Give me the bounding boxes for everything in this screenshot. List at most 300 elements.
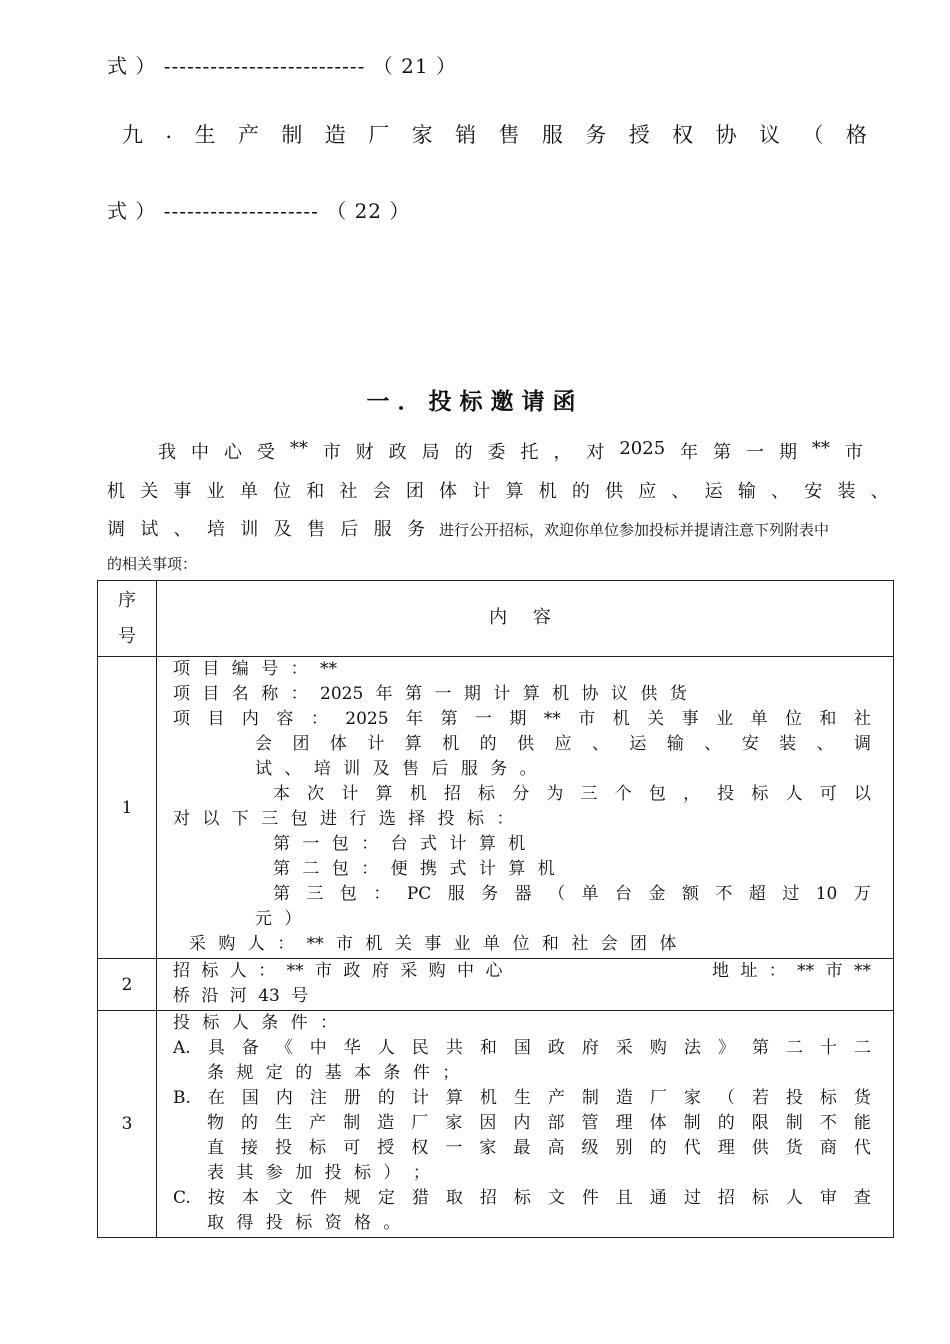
- row-content: [157, 657, 894, 959]
- word: 计: [341, 784, 359, 804]
- char: 单: [239, 481, 258, 502]
- char: 、: [771, 481, 790, 502]
- word: 十: [819, 1038, 837, 1058]
- word: 产: [309, 1113, 327, 1133]
- word: 管: [581, 1113, 599, 1133]
- word: 家: [445, 1113, 463, 1133]
- char: 九: [122, 123, 143, 147]
- char: 受: [256, 442, 275, 463]
- word: 具: [207, 1038, 225, 1058]
- word: 审: [819, 1188, 837, 1208]
- word: 装: [779, 734, 797, 754]
- word: 造: [615, 1088, 633, 1108]
- word: 分: [512, 784, 530, 804]
- cell-line: 表 其 参 加 投 标 ） ；: [207, 1163, 430, 1183]
- word: 包: [339, 884, 357, 904]
- word: 过: [782, 884, 800, 904]
- word: 府: [581, 1038, 599, 1058]
- char: 委: [487, 442, 506, 463]
- word: ，: [683, 784, 701, 804]
- word: 猎: [411, 1188, 429, 1208]
- char: 厂: [368, 123, 390, 147]
- char: 的: [454, 442, 473, 463]
- word: 可: [343, 1138, 361, 1158]
- word: 物: [207, 1113, 224, 1133]
- row-content: [157, 1011, 894, 1238]
- word: 《: [275, 1038, 293, 1058]
- word: 人: [785, 1188, 803, 1208]
- word: 三: [306, 884, 324, 904]
- intro-line-4: 的相关事项：: [107, 555, 198, 573]
- row-num: 3: [98, 1011, 157, 1238]
- word: 会: [255, 734, 272, 754]
- toc-line-continued-21: 式 ） -------------------------- （ 21 ）: [107, 54, 457, 78]
- word: 若: [751, 1088, 769, 1108]
- word: B.: [173, 1088, 191, 1108]
- word: 按: [207, 1188, 225, 1208]
- word: 输: [666, 734, 684, 754]
- word: 体: [329, 734, 347, 754]
- row-num: 2: [98, 959, 157, 1011]
- word: 招: [443, 784, 461, 804]
- table-row: [98, 959, 894, 1011]
- word: 投: [785, 1088, 803, 1108]
- word: 投: [717, 784, 735, 804]
- word: 造: [377, 1113, 395, 1133]
- char: 务: [406, 519, 425, 540]
- word: 供: [751, 1138, 769, 1158]
- word: 业: [716, 709, 734, 729]
- word: 可: [819, 784, 837, 804]
- cell-line-right: 地 址 ： ** 市 **: [711, 961, 871, 981]
- char: 机: [107, 481, 125, 502]
- word: 》: [717, 1038, 735, 1058]
- word: 、: [816, 734, 834, 754]
- char: 服: [373, 519, 392, 540]
- word: 产: [547, 1088, 565, 1108]
- word: 能: [853, 1113, 871, 1133]
- cell-line: 对 以 下 三 包 进 行 选 择 投 标 ：: [173, 809, 514, 829]
- word: 市: [578, 709, 596, 729]
- word: 算: [375, 784, 393, 804]
- word: 限: [751, 1113, 769, 1133]
- char: 供: [605, 481, 624, 502]
- word: 的: [241, 1113, 259, 1133]
- cell-line: 第 一 包 ： 台 式 计 算 机: [273, 834, 526, 854]
- word: 共: [445, 1038, 463, 1058]
- word: 机: [612, 709, 630, 729]
- char: **: [289, 438, 308, 459]
- word: 团: [292, 734, 310, 754]
- word: 、: [704, 734, 722, 754]
- word: 厂: [649, 1088, 667, 1108]
- word: 招: [717, 1188, 735, 1208]
- intro-line-3-spaced: [107, 515, 425, 541]
- word: 器: [514, 884, 532, 904]
- cell-line: [173, 1186, 871, 1211]
- char: 年: [680, 442, 699, 463]
- char: 期: [778, 442, 797, 463]
- word: 最: [513, 1138, 531, 1158]
- word: 单: [581, 884, 599, 904]
- char: 训: [240, 519, 259, 540]
- word: 项: [173, 709, 190, 729]
- word: 机: [479, 1088, 497, 1108]
- word: ：: [310, 709, 328, 729]
- word: 制: [683, 1113, 701, 1133]
- word: 包: [648, 784, 666, 804]
- word: 台: [614, 884, 632, 904]
- char: 议: [759, 123, 781, 147]
- char: 装: [837, 481, 856, 502]
- char: 格: [845, 123, 867, 147]
- word: 家: [479, 1138, 497, 1158]
- word: 内: [241, 709, 259, 729]
- char: 调: [107, 519, 125, 540]
- cell-line: 取 得 投 标 资 格 。: [207, 1213, 401, 1233]
- word: 代: [853, 1138, 871, 1158]
- header-content-cell: [157, 581, 894, 657]
- word: 制: [785, 1113, 803, 1133]
- char: 安: [804, 481, 823, 502]
- char: 制: [281, 123, 303, 147]
- word: 制: [581, 1088, 599, 1108]
- char: 机: [538, 481, 557, 502]
- intro-line-1: [158, 438, 863, 464]
- char: 售: [306, 519, 325, 540]
- word: 算: [404, 734, 422, 754]
- word: 文: [275, 1188, 293, 1208]
- word: 体: [649, 1113, 667, 1133]
- char: 、: [870, 481, 889, 502]
- word: 容: [276, 709, 294, 729]
- word: 期: [509, 709, 527, 729]
- word: 商: [819, 1138, 837, 1158]
- word: 不: [819, 1113, 837, 1133]
- word: 在: [207, 1088, 225, 1108]
- word: 货: [853, 1088, 871, 1108]
- word: 人: [785, 784, 803, 804]
- word: 计: [411, 1088, 429, 1108]
- cell-line: 元 ）: [255, 909, 302, 929]
- word: 务: [481, 884, 499, 904]
- cell-line: 条 规 定 的 基 本 条 件 ；: [207, 1063, 460, 1083]
- word: 查: [853, 1188, 871, 1208]
- word: **: [543, 709, 561, 729]
- word: 的: [717, 1113, 735, 1133]
- cell-line: [173, 732, 871, 757]
- word: 册: [343, 1088, 361, 1108]
- word: 2025: [345, 709, 389, 729]
- char: 协: [715, 123, 737, 147]
- cell-line: [173, 882, 871, 907]
- section-heading: 一．投标邀请函: [366, 389, 584, 415]
- word: 为: [546, 784, 564, 804]
- char: 财: [355, 442, 374, 463]
- row-num: 1: [98, 657, 157, 959]
- word: 一: [474, 709, 492, 729]
- word: 内: [513, 1113, 531, 1133]
- intro-line-3: [107, 515, 897, 541]
- word: 人: [377, 1038, 395, 1058]
- word: 部: [547, 1113, 565, 1133]
- char: 计: [472, 481, 491, 502]
- char: 心: [223, 442, 242, 463]
- char: 位: [273, 481, 292, 502]
- char: 培: [206, 519, 225, 540]
- header-num-cell: [98, 581, 157, 657]
- word: 和: [479, 1038, 497, 1058]
- word: 注: [309, 1088, 327, 1108]
- word: 因: [479, 1113, 497, 1133]
- word: 关: [647, 709, 665, 729]
- word: 次: [307, 784, 325, 804]
- word: 调: [854, 734, 871, 754]
- word: 取: [445, 1188, 463, 1208]
- word: 定: [377, 1188, 395, 1208]
- word: 社: [853, 709, 871, 729]
- word: 内: [275, 1088, 293, 1108]
- word: 直: [207, 1138, 224, 1158]
- word: 国: [513, 1038, 531, 1058]
- word: ：: [373, 884, 391, 904]
- word: 且: [615, 1188, 633, 1208]
- word: 目: [207, 709, 225, 729]
- word: 件: [309, 1188, 327, 1208]
- word: 标: [513, 1188, 531, 1208]
- cell-line: 投 标 人 条 件 ：: [173, 1013, 338, 1033]
- cell-line: 桥 沿 河 43 号: [173, 986, 309, 1006]
- char: 体: [439, 481, 458, 502]
- header-num-1: 序: [118, 589, 136, 611]
- char: （: [802, 123, 824, 147]
- word: 中: [309, 1038, 327, 1058]
- word: 别: [615, 1138, 633, 1158]
- word: 个: [614, 784, 632, 804]
- word: 国: [241, 1088, 259, 1108]
- word: 级: [581, 1138, 599, 1158]
- word: A.: [173, 1038, 191, 1058]
- word: 第: [751, 1038, 769, 1058]
- row-content: [157, 959, 894, 1011]
- intro-line-2: [107, 477, 889, 503]
- char: 算: [505, 481, 524, 502]
- char: 授: [628, 123, 650, 147]
- char: 会: [372, 481, 391, 502]
- table-row: [98, 657, 894, 959]
- word: 的: [479, 734, 497, 754]
- cell-line: 项 目 名 称 ： 2025 年 第 一 期 计 算 机 协 议 供 货: [173, 684, 687, 704]
- cell-line: [173, 707, 871, 732]
- word: 标: [309, 1138, 327, 1158]
- char: 市: [322, 442, 341, 463]
- word: 第: [440, 709, 458, 729]
- char: 输: [737, 481, 756, 502]
- char: 政: [388, 442, 407, 463]
- table-row: [98, 1011, 894, 1238]
- word: 机: [442, 734, 460, 754]
- word: 二: [854, 1038, 871, 1058]
- char: 的: [571, 481, 590, 502]
- word: 、: [591, 734, 609, 754]
- word: 超: [748, 884, 766, 904]
- char: 和: [306, 481, 325, 502]
- word: 件: [581, 1188, 599, 1208]
- char: 市: [844, 442, 863, 463]
- cell-line: [173, 1111, 871, 1136]
- word: 以: [853, 784, 871, 804]
- word: 货: [785, 1138, 803, 1158]
- char: 对: [586, 442, 605, 463]
- word: 万: [853, 884, 871, 904]
- word: 购: [649, 1038, 667, 1058]
- header-content: 内 容: [489, 607, 561, 628]
- word: 过: [683, 1188, 701, 1208]
- char: 家: [411, 123, 433, 147]
- char: 权: [672, 123, 694, 147]
- word: （: [717, 1088, 735, 1108]
- toc-line-continued-22: 式 ） -------------------- （ 22 ）: [107, 199, 411, 223]
- char: 、: [671, 481, 690, 502]
- word: 年: [405, 709, 423, 729]
- cell-line: [173, 782, 871, 807]
- word: 标: [751, 784, 769, 804]
- char: .: [165, 119, 173, 143]
- cell-line: 试 、 培 训 及 售 后 服 务 。: [255, 759, 537, 779]
- word: 一: [445, 1138, 463, 1158]
- word: 金: [648, 884, 666, 904]
- char: 造: [324, 123, 346, 147]
- word: 高: [547, 1138, 565, 1158]
- word: 第: [273, 884, 290, 904]
- word: 本: [273, 784, 290, 804]
- word: 的: [377, 1088, 395, 1108]
- word: 计: [367, 734, 385, 754]
- word: 华: [343, 1038, 361, 1058]
- word: 法: [683, 1038, 701, 1058]
- word: 供: [517, 734, 535, 754]
- word: 10: [815, 884, 838, 904]
- char: 运: [704, 481, 723, 502]
- char: 后: [340, 519, 359, 540]
- word: 理: [615, 1113, 633, 1133]
- word: 招: [479, 1188, 497, 1208]
- word: 运: [629, 734, 647, 754]
- word: 代: [683, 1138, 701, 1158]
- cell-line: [173, 1136, 871, 1161]
- word: 政: [547, 1038, 565, 1058]
- char: ，: [553, 442, 572, 463]
- word: 厂: [411, 1113, 429, 1133]
- cell-line: 采 购 人 ： ** 市 机 关 事 业 单 位 和 社 会 团 体: [189, 934, 677, 954]
- word: 接: [241, 1138, 259, 1158]
- intro-line-3-tail: 进行公开招标，欢迎你单位参加投标并提请注意下列附表中: [439, 521, 830, 539]
- char: 务: [585, 123, 607, 147]
- word: 应: [554, 734, 572, 754]
- word: 二: [785, 1038, 803, 1058]
- header-num-2: 号: [118, 625, 136, 647]
- word: 本: [241, 1188, 259, 1208]
- word: 位: [784, 709, 802, 729]
- cell-line: 第 二 包 ： 便 携 式 计 算 机: [273, 859, 555, 879]
- char: 我: [158, 442, 176, 463]
- word: 单: [750, 709, 768, 729]
- char: 局: [421, 442, 440, 463]
- char: 事: [173, 481, 192, 502]
- cell-line: [173, 1036, 871, 1061]
- char: 试: [140, 519, 159, 540]
- word: 算: [445, 1088, 463, 1108]
- toc-item-9[interactable]: [122, 119, 867, 149]
- char: 销: [455, 123, 477, 147]
- word: （: [548, 884, 566, 904]
- word: 安: [741, 734, 759, 754]
- word: 的: [649, 1138, 667, 1158]
- word: 和: [819, 709, 837, 729]
- word: 投: [275, 1138, 293, 1158]
- word: 事: [681, 709, 699, 729]
- word: 理: [717, 1138, 735, 1158]
- char: 社: [339, 481, 358, 502]
- word: 机: [409, 784, 427, 804]
- char: 一: [746, 442, 765, 463]
- word: 不: [715, 884, 733, 904]
- cell-line: [173, 959, 871, 984]
- word: 三: [580, 784, 598, 804]
- word: 标: [819, 1088, 837, 1108]
- word: 额: [681, 884, 699, 904]
- word: C.: [173, 1188, 191, 1208]
- word: 规: [343, 1188, 361, 1208]
- word: 采: [615, 1038, 633, 1058]
- word: 权: [411, 1138, 429, 1158]
- char: 业: [206, 481, 225, 502]
- table-header-row: [98, 581, 894, 657]
- char: 生: [194, 123, 216, 147]
- word: 标: [478, 784, 496, 804]
- word: 生: [513, 1088, 531, 1108]
- char: 产: [237, 123, 259, 147]
- word: 文: [547, 1188, 565, 1208]
- char: 中: [190, 442, 209, 463]
- word: 服: [447, 884, 465, 904]
- word: PC: [406, 884, 432, 904]
- char: 托: [520, 442, 539, 463]
- word: 通: [649, 1188, 667, 1208]
- char: 及: [273, 519, 292, 540]
- char: 团: [405, 481, 424, 502]
- char: 、: [173, 519, 192, 540]
- char: 第: [713, 442, 732, 463]
- info-table: [97, 580, 894, 1238]
- word: 备: [241, 1038, 259, 1058]
- cell-line: 项 目 编 号 ： **: [173, 659, 338, 679]
- char: **: [811, 438, 830, 459]
- word: 生: [275, 1113, 293, 1133]
- char: 2025: [619, 438, 666, 459]
- word: 民: [411, 1038, 429, 1058]
- char: 关: [140, 481, 159, 502]
- char: 售: [498, 123, 520, 147]
- char: 服: [541, 123, 563, 147]
- word: 授: [377, 1138, 395, 1158]
- word: 制: [343, 1113, 361, 1133]
- cell-line-left: 招 标 人 ： ** 市 政 府 采 购 中 心: [173, 961, 503, 981]
- word: 标: [751, 1188, 769, 1208]
- word: 家: [683, 1088, 701, 1108]
- cell-line: [173, 1086, 871, 1111]
- char: 应: [638, 481, 657, 502]
